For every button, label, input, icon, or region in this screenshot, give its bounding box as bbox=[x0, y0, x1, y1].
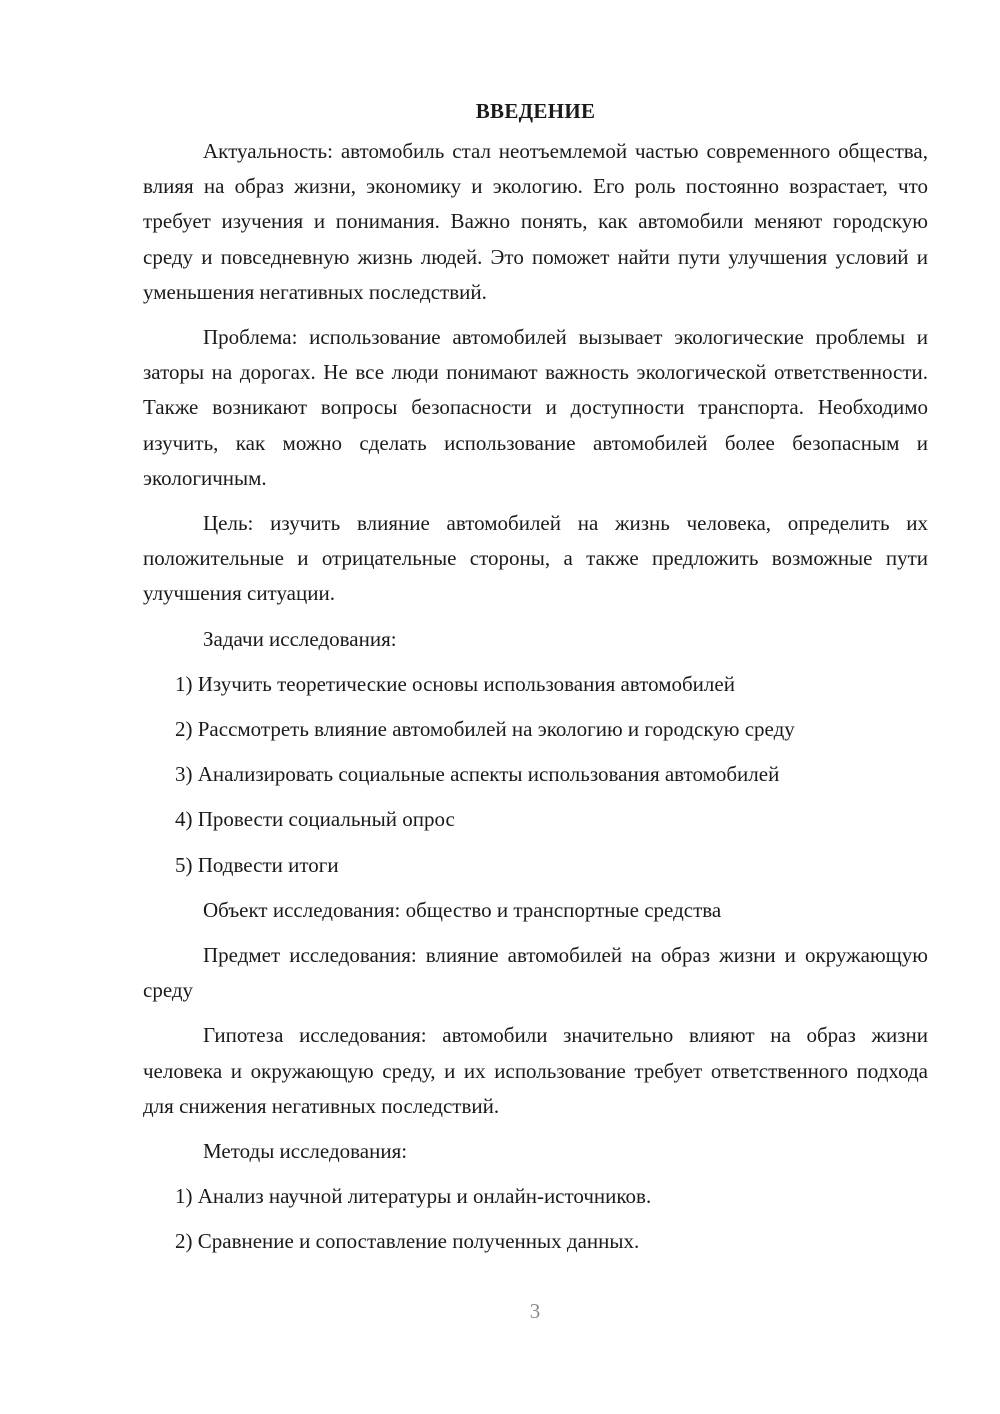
task-item: 1) Изучить теоретические основы использования автомобилей bbox=[175, 671, 735, 696]
section-title: ВВЕДЕНИЕ bbox=[475, 99, 596, 123]
method-item: 1) Анализ научной литературы и онлайн-источников. bbox=[175, 1184, 652, 1209]
subject-paragraph: Предмет исследования: влияние автомобилей на образ жизни и окружающую среду bbox=[143, 943, 928, 1003]
page-number: 3 bbox=[529, 1299, 541, 1323]
object-line: Объект исследования: общество и транспортные средства bbox=[203, 897, 722, 922]
task-item: 2) Рассмотреть влияние автомобилей на экологию и городскую среду bbox=[175, 717, 795, 742]
page-content bbox=[143, 94, 928, 1270]
task-item: 4) Провести социальный опрос bbox=[175, 807, 455, 832]
relevance-paragraph: Актуальность: автомобиль стал неотъемлемой частью современного общества, влияя на образ жизни, экономику и экологию. Его роль постоянно возрастает, что требует изучения и понимания. Важно понять, как автомобили меняют городскую среду и повседневную жизнь людей. Это поможет найти пути улучшения условий и уменьшения негативных последствий. bbox=[143, 139, 928, 304]
methods-heading: Методы исследования: bbox=[203, 1139, 408, 1164]
task-item: 3) Анализировать социальные аспекты использования автомобилей bbox=[175, 762, 780, 787]
method-item: 2) Сравнение и сопоставление полученных данных. bbox=[175, 1229, 640, 1254]
hypothesis-paragraph: Гипотеза исследования: автомобили значительно влияют на образ жизни человека и окружающую среду, и их использование требует ответственного подхода для снижения негативных последствий. bbox=[143, 1023, 928, 1118]
problem-paragraph: Проблема: использование автомобилей вызывает экологические проблемы и заторы на дорогах. Не все люди понимают важность экологической ответственности. Также возникают вопросы безопасности и доступности транспорта. Необходимо изучить, как можно сделать использование автомобилей более безопасным и экологичным. bbox=[143, 325, 928, 490]
tasks-heading: Задачи исследования: bbox=[203, 626, 397, 651]
task-item: 5) Подвести итоги bbox=[175, 852, 339, 877]
goal-paragraph: Цель: изучить влияние автомобилей на жизнь человека, определить их положительные и отрицательные стороны, а также предложить возможные пути улучшения ситуации. bbox=[143, 511, 928, 606]
